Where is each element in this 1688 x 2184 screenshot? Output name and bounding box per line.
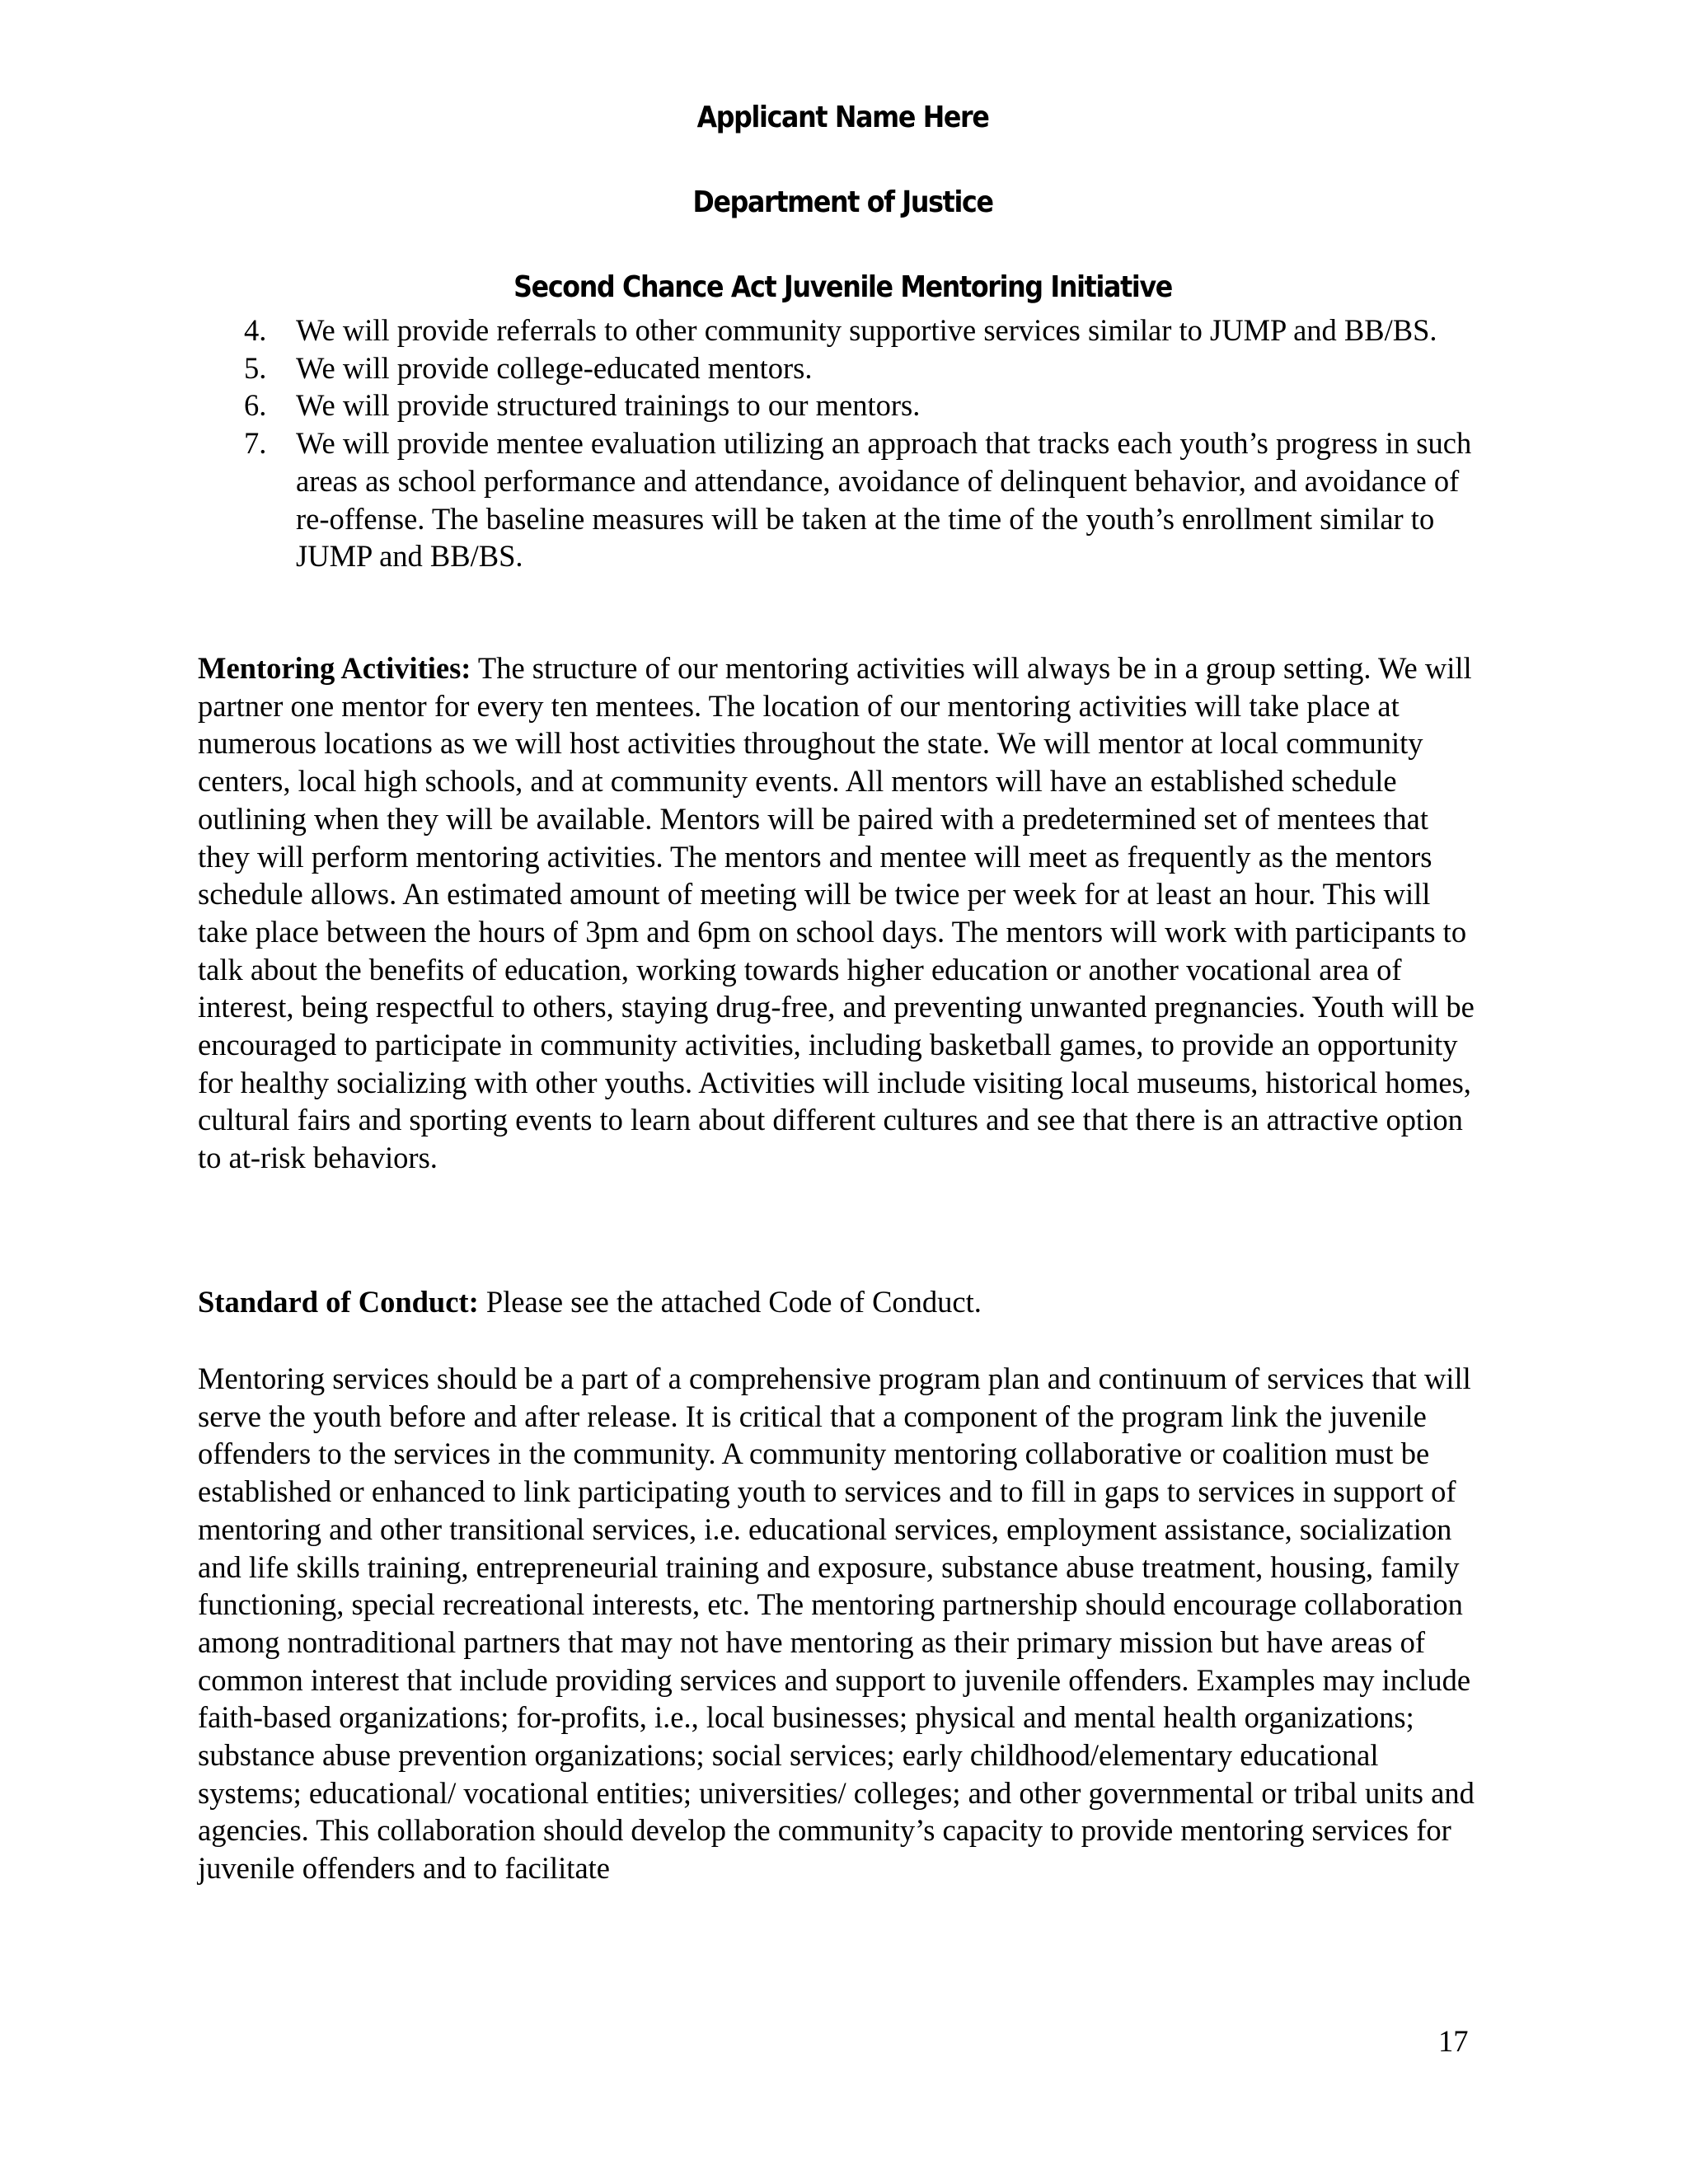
list-item xyxy=(198,349,1484,387)
mentoring-services-paragraph: Mentoring services should be a part of a comprehensive program plan and continuum of services that will serve the youth before and after release. It is critical that a component of the program link the juvenile offenders to the services in the community. A community mentoring collaborative or coalition must be established or enhanced to link participating youth to services and to fill in gaps to services in support of mentoring and other transitional services, i.e. educational services, employment assistance, socialization and life skills training, entrepreneurial training and exposure, substance abuse treatment, housing, family functioning, special recreational interests, etc. The mentoring partnership should encourage collaboration among nontraditional partners that may not have mentoring as their primary mission but have areas of common interest that include providing services and support to juvenile offenders. Examples may include faith-based organizations; for-profits, i.e., local businesses; physical and mental health organizations; substance abuse prevention organizations; social services; early childhood/elementary educational systems; educational/ vocational entities; universities/ colleges; and other governmental or tribal units and agencies. This collaboration should develop the community’s capacity to provide mentoring services for juvenile offenders and to facilitate xyxy=(198,1361,1475,1886)
program-heading: Second Chance Act Juvenile Mentoring Initiative xyxy=(513,270,1172,304)
mentoring-activities-text: The structure of our mentoring activities will always be in a group setting. We will partner one mentor for every ten mentees. The location of our mentoring activities will take place at numerous locations as we will host activities throughout the state. We will mentor at local community centers, local high schools, and at community events. All mentors will have an established schedule outlining when they will be available. Mentors will be paired with a predetermined set of mentees that they will perform mentoring activities. The mentors and mentee will meet as frequently as the mentors schedule allows. An estimated amount of meeting will be twice per week for at least an hour. This will take place between the hours of 3pm and 6pm on school days. The mentors will work with participants to talk about the benefits of education, working towards higher education or another vocational area of interest, being respectful to others, staying drug-free, and preventing unwanted pregnancies. Youth will be encouraged to participate in community activities, including basketball games, to provide an opportunity for healthy socializing with other youths. Activities will include visiting local museums, historical homes, cultural fairs and sporting events to learn about different cultures and see that there is an attractive option to at-risk behaviors. xyxy=(198,651,1475,1175)
mentoring-activities-label: Mentoring Activities: xyxy=(198,651,471,685)
list-item-number: 7. xyxy=(244,426,267,461)
list-item xyxy=(198,424,1484,575)
applicant-name-heading: Applicant Name Here xyxy=(696,101,989,134)
list-item-text: We will provide structured trainings to our mentors. xyxy=(296,388,921,423)
page-number: 17 xyxy=(1438,2024,1469,2058)
list-item-number: 6. xyxy=(244,388,267,423)
standard-of-conduct-text: Please see the attached Code of Conduct. xyxy=(478,1285,982,1319)
list-item xyxy=(198,312,1484,349)
department-heading: Department of Justice xyxy=(692,185,993,219)
list-item xyxy=(198,387,1484,424)
numbered-list xyxy=(198,312,1484,575)
standard-of-conduct-paragraph xyxy=(198,1283,1484,1321)
list-item-number: 5. xyxy=(244,350,267,385)
standard-of-conduct-label: Standard of Conduct: xyxy=(198,1285,479,1319)
list-item-number: 4. xyxy=(244,313,267,347)
list-item-text: We will provide referrals to other community supportive services similar to JUMP and BB/BS. xyxy=(296,313,1437,347)
mentoring-activities-paragraph xyxy=(198,649,1484,1177)
list-item-text: We will provide mentee evaluation utilizing an approach that tracks each youth’s progress in such areas as school performance and attendance, avoidance of delinquent behavior, and avoidance of re-offense. The baseline measures will be taken at the time of the youth’s enrollment similar to JUMP and BB/BS. xyxy=(296,426,1472,574)
list-item-text: We will provide college-educated mentors. xyxy=(296,350,813,385)
